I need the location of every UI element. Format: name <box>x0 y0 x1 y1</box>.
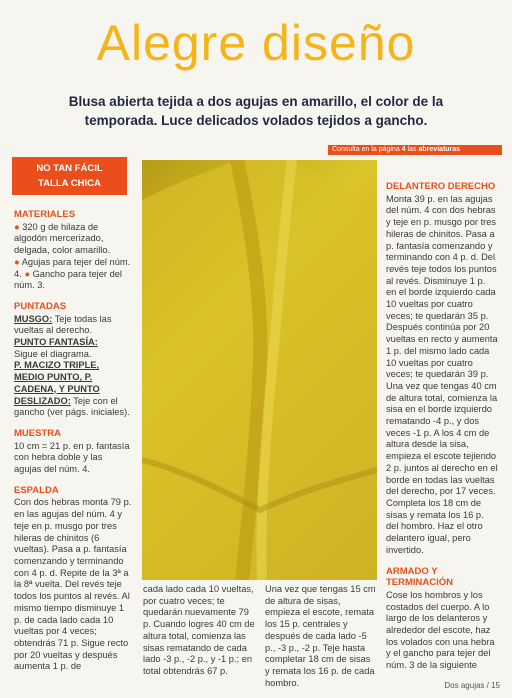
left-column <box>14 200 132 673</box>
espalda-heading: ESPALDA <box>14 484 59 496</box>
blouse-illustration <box>142 160 377 580</box>
delantero-heading: DELANTERO DERECHO <box>386 181 496 192</box>
blouse-photo <box>142 160 377 580</box>
crochet-stitches: P. MACIZO TRIPLE, MEDIO PUNTO, P. CADENA, Y PUNTO DESLIZADO: Teje con el gancho (ver págs. iniciales). <box>14 360 130 418</box>
armado-heading: ARMADO Y TERMINACIÓN <box>386 565 454 589</box>
muestra-text: 10 cm = 21 p. en p. fantasía con hebra doble y las agujas del núm. 4. <box>14 440 130 475</box>
armado-text: Cose los hombros y los costados del cuerpo. A lo largo de los delanteros y alrededor del escote, haz los volados con una hebra y el gancho para tejer del núm. 3 de la siguiente <box>386 589 495 671</box>
consulta-bold: abreviaturas <box>418 146 461 153</box>
puntadas-heading: PUNTADAS <box>14 300 67 312</box>
consulta-link: las <box>407 146 417 153</box>
materiales-item: ● 320 g de hilaza de algodón mercerizado, delgada, color amarillo. <box>14 221 111 256</box>
escote-text: Una vez que tengas 15 cm de altura de sisas, empieza el escote, remata los 15 p. centrales y después de cada lado -5 p., -3 p., -2 p. Teje hasta completar 18 cm de sisas y remata los 16 p. de cada hombro. <box>265 584 376 688</box>
delantero-text: Monta 39 p. en las agujas del núm. 4 con dos hebras y teje en p. musgo por tres hileras de chinitos. Pasa a p. fantasía comenzando y terminando con 4 p. d. Del revés teje todos los puntos al revés. Disminuye 1 p. en el borde izquierdo cada 10 vueltas por cuatro veces; te quedarán 35 p. Después continúa por 20 vueltas en recto y aumenta 1 p. del mismo lado cada 10 vueltas por cuatro veces; te quedarán 39 p. Una vez que tengas 40 cm de altura total, comienza la sisa en el borde izquierdo rematando -4 p., y dos veces -1 p. A los 4 cm de altura desde la sisa, empieza el escote tejiendo 2 p. juntos al derecho en el borde en todas las vueltas del derecho, por 17 veces. Completa los 18 cm de sisas y remata los 16 p. del hombro. Haz el otro delantero igual, pero invertido. <box>386 193 498 555</box>
difficulty-badge <box>12 157 127 195</box>
center-right-column <box>265 584 377 689</box>
size-label: TALLA CHICA <box>38 178 101 189</box>
abbreviations-reference <box>328 145 502 155</box>
right-column <box>386 172 498 672</box>
fantasia-stitch: PUNTO FANTASÍA: Sigue el diagrama. <box>14 337 98 359</box>
difficulty-label: NO TAN FÁCIL <box>36 163 103 174</box>
page-title: Alegre diseño <box>96 15 416 71</box>
musgo-stitch: MUSGO: Teje todas las vueltas al derecho. <box>14 313 112 336</box>
page-subtitle: Blusa abierta tejida a dos agujas en amarillo, el color de la temporada. Luce delicados volados tejidos a gancho. <box>68 94 444 128</box>
consulta-num: 4 <box>401 146 406 153</box>
middle-column <box>143 584 255 678</box>
espalda-text: Con dos hebras monta 79 p. en las agujas del núm. 4 y teje en p. musgo por tres hileras de chinitos (6 vueltas). Pasa a p. fantasía comenzando y terminando con 4 p. d. Repite de la 3ª a la 8ª vuelta. Del revés teje todos los puntos al revés. Al mismo tiempo disminuye 1 p. de cada lado cada 10 vueltas por 4 veces; obtendrás 71 p. Sigue recto por 20 vueltas y después aumenta 1 p. de <box>14 497 132 672</box>
materiales-item: ● Agujas para tejer del núm. 4. ● Gancho para tejer del núm. 3. <box>14 256 131 291</box>
materiales-heading: MATERIALES <box>14 209 76 220</box>
espalda-continued: cada lado cada 10 vueltas, por cuatro veces; te quedarán nuevamente 79 p. Cuando logres 40 cm de altura total, comienza las sisas rematando de cada lado -3 p., -2 p., y -1 p.; en total obtendrás 67 p. <box>143 584 255 676</box>
consulta-pre: Consulta en la página <box>332 146 400 153</box>
page-footer: Dos agujas / 15 <box>444 681 500 690</box>
muestra-heading: MUESTRA <box>14 427 61 439</box>
